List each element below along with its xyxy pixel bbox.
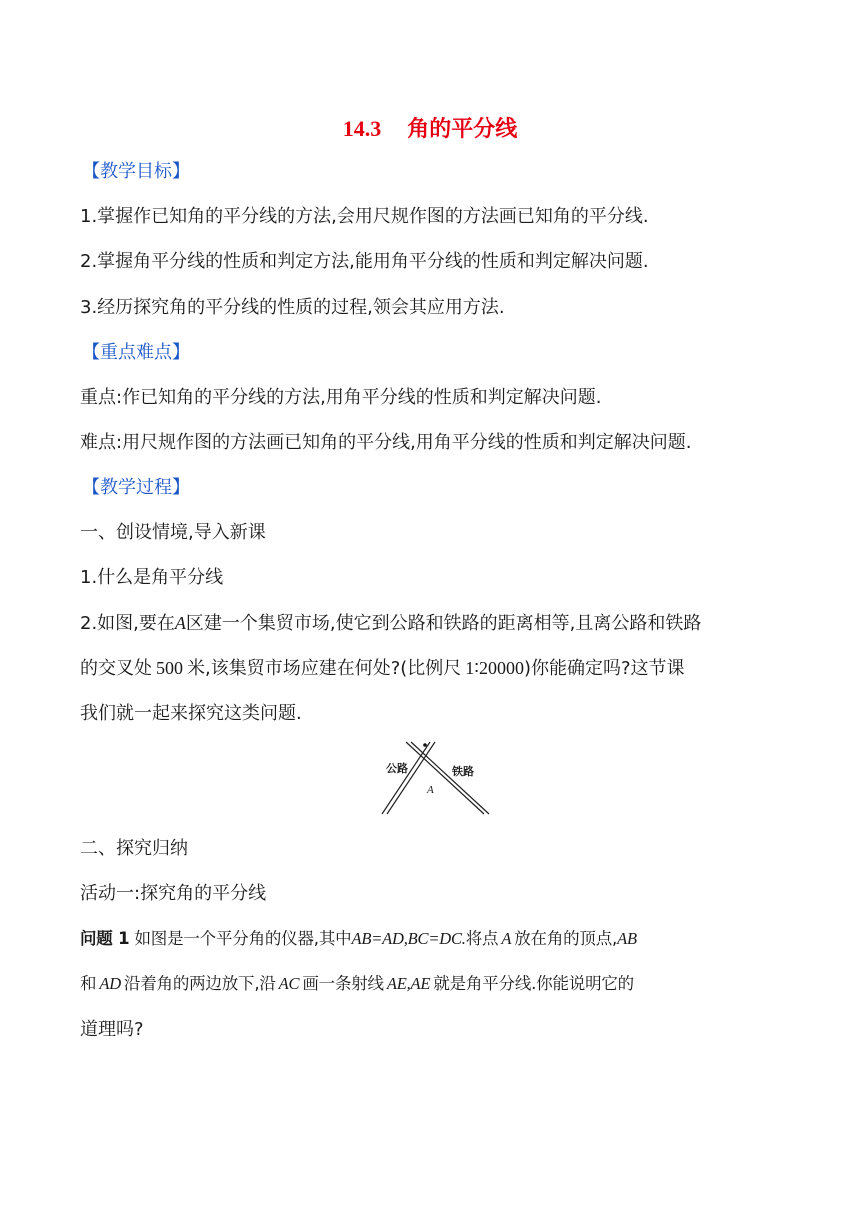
part2-heading: 二、探究归纳: [80, 838, 188, 859]
objective-2: 2.掌握角平分线的性质和判定方法,能用角平分线的性质和判定解决问题.: [80, 251, 649, 272]
question-1: 1.什么是角平分线: [80, 567, 224, 588]
problem-1-label: 问题 1: [80, 929, 130, 948]
title-text: 角的平分线: [407, 117, 518, 142]
difficult-point: 难点:用尺规作图的方法画已知角的平分线,用角平分线的性质和判定解决问题.: [80, 432, 692, 453]
var-a: A: [174, 613, 186, 633]
question-2-line-2: 的交叉处 500 米,该集贸市场应建在何处?(比例尺 1∶20000)你能确定吗?这节课: [80, 658, 685, 679]
part1-heading: 一、创设情境,导入新课: [80, 522, 266, 543]
question-2-line-3: 我们就一起来探究这类问题.: [80, 703, 302, 724]
railway-line-inner: [411, 742, 489, 814]
road-line-inner: [387, 742, 435, 814]
activity-1-heading: 活动一:探究角的平分线: [80, 883, 267, 904]
railway-label: 铁路: [452, 765, 474, 778]
objectives-heading: 【教学目标】: [82, 161, 190, 182]
road-railway-figure: [360, 736, 500, 818]
problem-1-line-1: 问题 1 如图是一个平分角的仪器,其中AB=AD,BC=DC.将点 A 放在角的顶点,AB: [80, 929, 637, 948]
road-label: 公路: [386, 762, 408, 775]
objective-1: 1.掌握作已知角的平分线的方法,会用尺规作图的方法画已知角的平分线.: [80, 206, 649, 227]
process-heading: 【教学过程】: [82, 477, 190, 498]
point-a-label: A: [427, 784, 434, 796]
point-dot: [423, 743, 427, 747]
key-point: 重点:作已知角的平分线的方法,用角平分线的性质和判定解决问题.: [80, 387, 602, 408]
key-points-heading: 【重点难点】: [82, 342, 190, 363]
objective-3: 3.经历探究角的平分线的性质的过程,领会其应用方法.: [80, 297, 505, 318]
page-title: [0, 112, 860, 143]
problem-1-line-2: 和 AD 沿着角的两边放下,沿 AC 画一条射线 AE,AE 就是角平分线.你能说明它的: [80, 974, 634, 993]
problem-1-line-3: 道理吗?: [80, 1019, 144, 1040]
question-2-line-1: 2.如图,要在A区建一个集贸市场,使它到公路和铁路的距离相等,且离公路和铁路: [80, 613, 702, 634]
section-number: 14.3: [342, 116, 382, 141]
railway-line-outer: [406, 742, 484, 814]
